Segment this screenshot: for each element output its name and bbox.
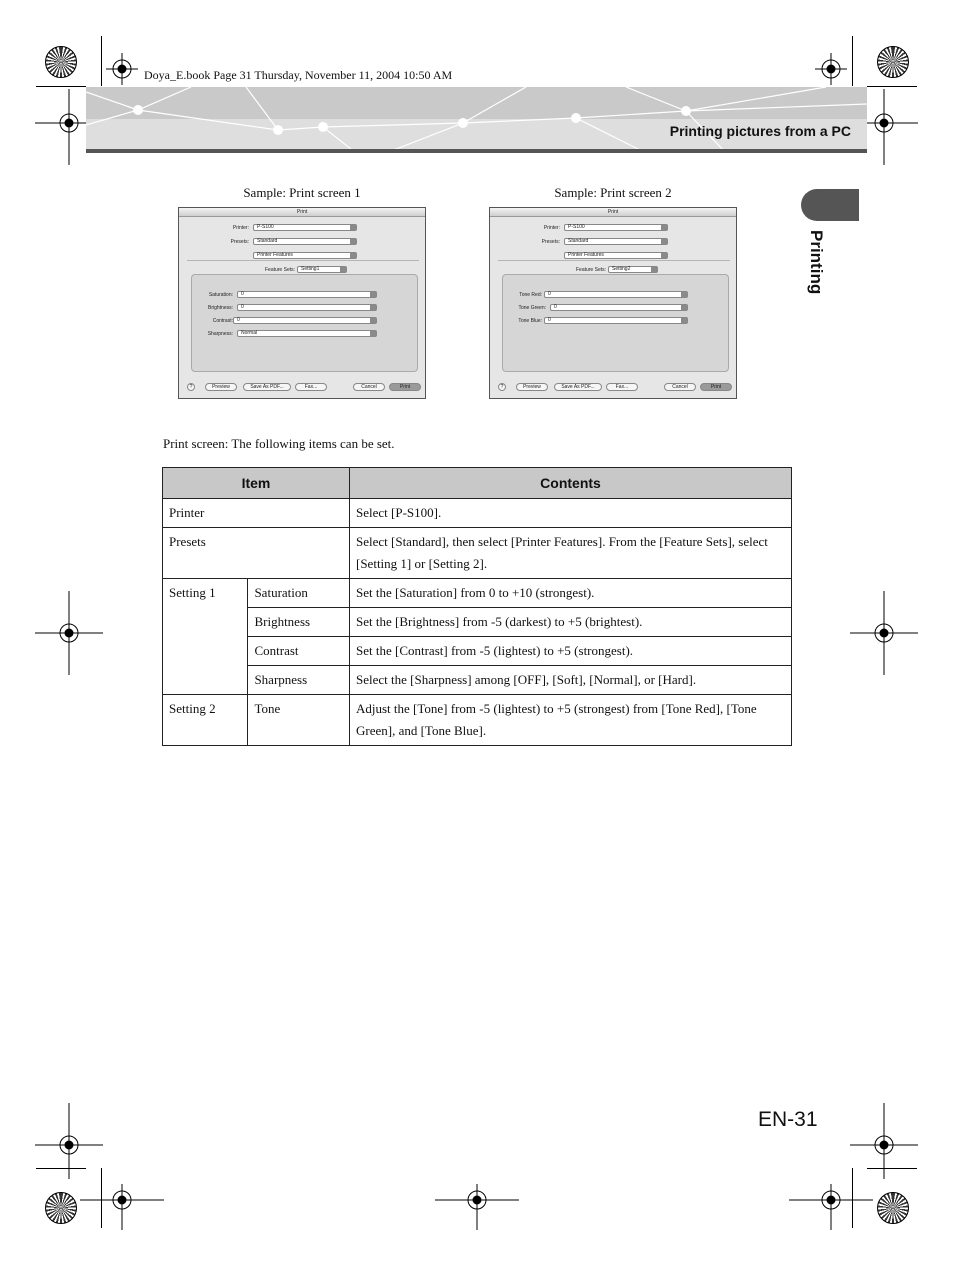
column-header-item: Item <box>163 468 350 499</box>
printer-select[interactable]: P-S100 <box>564 224 668 231</box>
feature-sets-select[interactable]: Setting2 <box>608 266 658 273</box>
table-row <box>163 528 792 579</box>
table-header-row <box>163 468 792 499</box>
table-cell-contents: Adjust the [Tone] from -5 (lightest) to +5 (strongest) from [Tone Red], [Tone Green], and [Tone Blue]. <box>350 695 792 746</box>
print-screen-1-caption: Sample: Print screen 1 <box>243 185 361 200</box>
intro-text: Print screen: The following items can be set. <box>163 436 395 451</box>
panel-select[interactable]: Printer Features <box>564 252 668 259</box>
table-cell-item: Printer <box>163 499 350 528</box>
fax-button[interactable]: Fax... <box>295 383 327 391</box>
save-pdf-button[interactable]: Save As PDF... <box>554 383 602 391</box>
save-pdf-button[interactable]: Save As PDF... <box>243 383 291 391</box>
preview-button[interactable]: Preview <box>516 383 548 391</box>
table-cell-contents: Select the [Sharpness] among [OFF], [Soft], [Normal], or [Hard]. <box>350 666 792 695</box>
fax-button[interactable]: Fax... <box>606 383 638 391</box>
field-label: Tone Blue: <box>518 318 542 324</box>
printer-label: Printer: <box>232 225 249 231</box>
brightness-select[interactable]: 0 <box>237 304 377 311</box>
table-row <box>163 579 792 608</box>
panel-select[interactable]: Printer Features <box>253 252 357 259</box>
field-label: Sharpness: <box>207 331 233 337</box>
help-button[interactable]: ? <box>498 383 506 391</box>
window-title: Print <box>490 208 736 217</box>
table-cell-item: Contrast <box>248 637 350 666</box>
sharpness-select[interactable]: Normal <box>237 330 377 337</box>
table-cell-item: Presets <box>163 528 350 579</box>
printer-select[interactable]: P-S100 <box>253 224 357 231</box>
table-cell-item: Sharpness <box>248 666 350 695</box>
field-label: Saturation: <box>208 292 233 298</box>
tone-red-select[interactable]: 0 <box>544 291 688 298</box>
presets-select[interactable]: Standard <box>564 238 668 245</box>
column-header-contents: Contents <box>350 468 792 499</box>
table-row <box>163 695 792 746</box>
feature-sets-select[interactable]: Setting1 <box>297 266 347 273</box>
presets-label: Presets: <box>541 239 560 245</box>
field-label: Brightness: <box>207 305 233 311</box>
print-screen-2-caption: Sample: Print screen 2 <box>554 185 672 200</box>
printer-label: Printer: <box>543 225 560 231</box>
field-label: Contrast: <box>212 318 233 324</box>
table-cell-group: Setting 1 <box>163 579 248 695</box>
table-row <box>163 666 792 695</box>
presets-select[interactable]: Standard <box>253 238 357 245</box>
table-cell-group: Setting 2 <box>163 695 248 746</box>
header-band <box>86 87 867 153</box>
presets-label: Presets: <box>230 239 249 245</box>
side-tab <box>801 189 859 221</box>
table-cell-contents: Set the [Brightness] from -5 (darkest) to +5 (brightest). <box>350 608 792 637</box>
preview-button[interactable]: Preview <box>205 383 237 391</box>
settings-table <box>162 467 792 746</box>
section-title: Printing pictures from a PC <box>669 123 851 139</box>
print-button[interactable]: Print <box>389 383 421 391</box>
side-tab-label: Printing <box>807 230 826 295</box>
cancel-button[interactable]: Cancel <box>664 383 696 391</box>
table-cell-contents: Set the [Saturation] from 0 to +10 (strongest). <box>350 579 792 608</box>
print-button[interactable]: Print <box>700 383 732 391</box>
print-screen-2 <box>489 207 737 399</box>
window-title: Print <box>179 208 425 217</box>
table-row <box>163 637 792 666</box>
table-cell-item: Saturation <box>248 579 350 608</box>
feature-sets-label: Feature Sets: <box>264 267 295 273</box>
print-screen-1 <box>178 207 426 399</box>
field-label: Tone Green: <box>518 305 546 311</box>
feature-sets-label: Feature Sets: <box>575 267 606 273</box>
table-cell-item: Tone <box>248 695 350 746</box>
contrast-select[interactable]: 0 <box>233 317 377 324</box>
table-cell-contents: Select [Standard], then select [Printer Features]. From the [Feature Sets], select [Setting 1] or [Setting 2]. <box>350 528 792 579</box>
header-decoration <box>86 87 867 153</box>
cancel-button[interactable]: Cancel <box>353 383 385 391</box>
saturation-select[interactable]: 0 <box>237 291 377 298</box>
table-row <box>163 499 792 528</box>
table-cell-item: Brightness <box>248 608 350 637</box>
table-cell-contents: Set the [Contrast] from -5 (lightest) to +5 (strongest). <box>350 637 792 666</box>
field-label: Tone Red: <box>519 292 542 298</box>
tone-green-select[interactable]: 0 <box>550 304 688 311</box>
help-button[interactable]: ? <box>187 383 195 391</box>
book-info: Doya_E.book Page 31 Thursday, November 11, 2004 10:50 AM <box>144 68 453 82</box>
tone-blue-select[interactable]: 0 <box>544 317 688 324</box>
table-cell-contents: Select [P-S100]. <box>350 499 792 528</box>
table-row <box>163 608 792 637</box>
page-number: EN-31 <box>758 1108 818 1131</box>
